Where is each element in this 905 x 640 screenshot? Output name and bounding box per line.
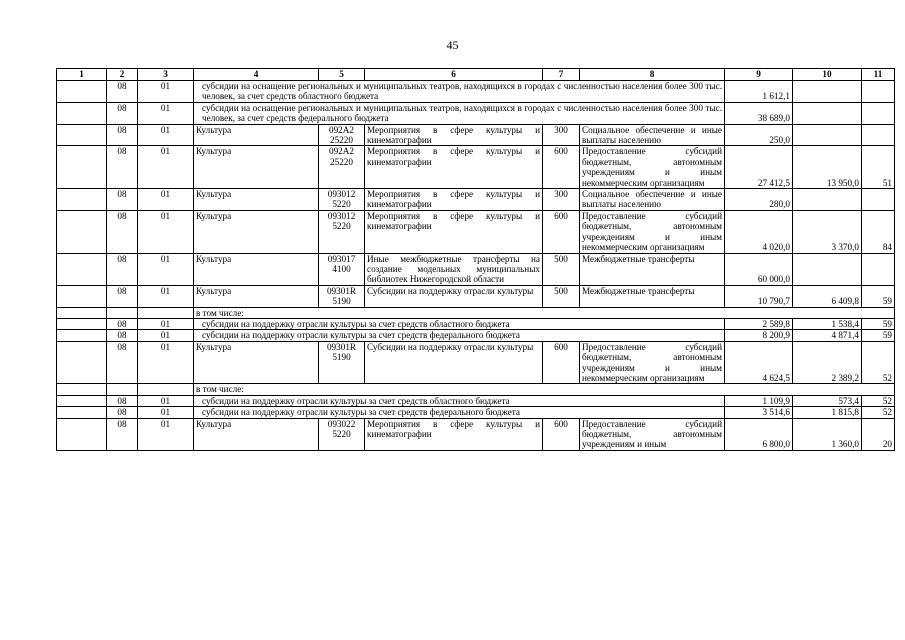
section-code: 08 [107,189,138,211]
value-col11: 59 [862,318,895,329]
table-row [57,81,895,103]
value-col11: 52 [862,341,895,384]
subsection-code: 01 [138,407,194,418]
empty-cell [57,318,107,329]
article-name: Мероприятия в сфере культуры и кинематографии [365,124,543,146]
value-col10 [793,102,862,124]
value-col10: 1 815,8 [793,407,862,418]
table-row [57,341,895,384]
expense-type-name: Предоставление субсидий бюджетным, автономным учреждениям и иным некоммерческим организациям [580,146,725,189]
article-name: Мероприятия в сфере культуры и кинематографии [365,146,543,189]
budget-table [56,68,895,451]
subsection-code: 01 [138,253,194,285]
section-code: 08 [107,102,138,124]
expense-type-name: Социальное обеспечение и иные выплаты населению [580,189,725,211]
value-col11: 84 [862,210,895,253]
value-col9: 27 412,5 [725,146,793,189]
empty-cell [57,253,107,285]
branch-name: Культура [194,285,319,307]
header-cell: 5 [319,69,365,81]
subsection-code: 01 [138,102,194,124]
empty-cell [57,210,107,253]
value-col9: 1 612,1 [725,81,793,103]
article-name: Иные межбюджетные трансферты на создание модельных муниципальных библиотек Нижегородской области [365,253,543,285]
table-row [57,102,895,124]
article-name: Субсидии на поддержку отрасли культуры [365,285,543,307]
expense-type-code: 600 [543,210,580,253]
note-label: в том числе: [194,384,895,395]
empty-cell [57,285,107,307]
empty-cell [57,124,107,146]
header-cell: 2 [107,69,138,81]
branch-name: Культура [194,418,319,450]
expense-type-name: Межбюджетные трансферты [580,253,725,285]
header-cell: 3 [138,69,194,81]
value-col9: 2 589,8 [725,318,793,329]
value-col11 [862,253,895,285]
section-code: 08 [107,330,138,341]
target-article: 093022 5220 [319,418,365,450]
branch-name: Культура [194,341,319,384]
subsection-code: 01 [138,210,194,253]
subsection-code: 01 [138,124,194,146]
subsection-code: 01 [138,146,194,189]
empty-cell [57,330,107,341]
value-col10 [793,253,862,285]
table-row [57,407,895,418]
table-row [57,124,895,146]
branch-name: Культура [194,124,319,146]
empty-cell [57,307,107,318]
empty-cell [57,146,107,189]
value-col10: 573,4 [793,395,862,406]
expense-type-name: Социальное обеспечение и иные выплаты населению [580,124,725,146]
row-description: субсидии на поддержку отрасли культуры за счет средств федерального бюджета [194,407,725,418]
empty-cell [57,341,107,384]
value-col9: 10 790,7 [725,285,793,307]
subsection-code: 01 [138,418,194,450]
value-col11 [862,102,895,124]
value-col10: 4 871,4 [793,330,862,341]
table-row [57,189,895,211]
article-name: Мероприятия в сфере культуры и кинематографии [365,210,543,253]
value-col9: 280,0 [725,189,793,211]
expense-type-name: Предоставление субсидий бюджетным, автономным учреждениям и иным некоммерческим организациям [580,210,725,253]
section-code: 08 [107,81,138,103]
value-col9: 60 000,0 [725,253,793,285]
target-article: 09301R 5190 [319,341,365,384]
value-col11: 52 [862,407,895,418]
table-row [57,307,895,318]
value-col11 [862,81,895,103]
subsection-code: 01 [138,81,194,103]
value-col10: 2 389,2 [793,341,862,384]
value-col11: 20 [862,418,895,450]
expense-type-name: Межбюджетные трансферты [580,285,725,307]
table-row [57,395,895,406]
table-body [57,81,895,451]
expense-type-code: 600 [543,418,580,450]
header-cell: 4 [194,69,319,81]
header-cell: 11 [862,69,895,81]
section-code: 08 [107,124,138,146]
value-col11: 59 [862,285,895,307]
expense-type-code: 600 [543,341,580,384]
section-code: 08 [107,341,138,384]
empty-cell [57,418,107,450]
section-code: 08 [107,253,138,285]
table-row [57,330,895,341]
expense-type-code: 300 [543,124,580,146]
target-article: 093012 5220 [319,210,365,253]
subsection-code: 01 [138,341,194,384]
value-col11 [862,189,895,211]
empty-cell [57,395,107,406]
subsection-code: 01 [138,285,194,307]
row-description: субсидии на поддержку отрасли культуры за счет средств областного бюджета [194,318,725,329]
expense-type-name: Предоставление субсидий бюджетным, автономным учреждениям и иным [580,418,725,450]
section-code: 08 [107,285,138,307]
target-article: 09301R 5190 [319,285,365,307]
value-col9: 6 800,0 [725,418,793,450]
value-col10 [793,81,862,103]
branch-name: Культура [194,189,319,211]
value-col9: 3 514,6 [725,407,793,418]
value-col11: 52 [862,395,895,406]
section-code: 08 [107,318,138,329]
table-row [57,253,895,285]
expense-type-code: 600 [543,146,580,189]
subsection-code: 01 [138,330,194,341]
row-description: субсидии на поддержку отрасли культуры за счет средств федерального бюджета [194,330,725,341]
table-row [57,210,895,253]
table-row [57,384,895,395]
branch-name: Культура [194,210,319,253]
expense-type-code: 500 [543,285,580,307]
header-cell: 7 [543,69,580,81]
target-article: 093012 5220 [319,189,365,211]
empty-cell [57,81,107,103]
empty-cell [138,307,194,318]
branch-name: Культура [194,146,319,189]
value-col10: 13 950,0 [793,146,862,189]
value-col9: 4 624,5 [725,341,793,384]
table-row [57,418,895,450]
header-cell: 6 [365,69,543,81]
article-name: Мероприятия в сфере культуры и кинематографии [365,418,543,450]
empty-cell [57,384,107,395]
value-col11: 59 [862,330,895,341]
header-cell: 1 [57,69,107,81]
value-col10: 1 538,4 [793,318,862,329]
target-article: 092А2 25220 [319,124,365,146]
section-code: 08 [107,395,138,406]
value-col10: 1 360,0 [793,418,862,450]
header-cell: 8 [580,69,725,81]
header-cell: 9 [725,69,793,81]
target-article: 093017 4100 [319,253,365,285]
empty-cell [57,189,107,211]
value-col10 [793,189,862,211]
table-row [57,318,895,329]
value-col9: 4 020,0 [725,210,793,253]
article-name: Субсидии на поддержку отрасли культуры [365,341,543,384]
section-code: 08 [107,210,138,253]
branch-name: Культура [194,253,319,285]
value-col11: 51 [862,146,895,189]
article-name: Мероприятия в сфере культуры и кинематографии [365,189,543,211]
subsection-code: 01 [138,395,194,406]
section-code: 08 [107,146,138,189]
expense-type-code: 500 [543,253,580,285]
header-cell: 10 [793,69,862,81]
table-row [57,146,895,189]
value-col9: 250,0 [725,124,793,146]
value-col10: 3 370,0 [793,210,862,253]
row-description: субсидии на поддержку отрасли культуры за счет средств областного бюджета [194,395,725,406]
empty-cell [107,307,138,318]
empty-cell [57,102,107,124]
subsection-code: 01 [138,189,194,211]
page-number: 45 [446,38,459,52]
value-col10: 6 409,8 [793,285,862,307]
value-col10 [793,124,862,146]
row-description: субсидии на оснащение региональных и муниципальных театров, находящихся в городах с численностью населения более 300 тыс. человек, за счет средств областного бюджета [194,81,725,103]
target-article: 092А2 25220 [319,146,365,189]
header-row [57,69,895,81]
value-col11 [862,124,895,146]
section-code: 08 [107,418,138,450]
expense-type-code: 300 [543,189,580,211]
note-label: в том числе: [194,307,895,318]
expense-type-name: Предоставление субсидий бюджетным, автономным учреждениям и иным некоммерческим организациям [580,341,725,384]
section-code: 08 [107,407,138,418]
table-row [57,285,895,307]
value-col9: 38 689,0 [725,102,793,124]
empty-cell [107,384,138,395]
empty-cell [138,384,194,395]
row-description: субсидии на оснащение региональных и муниципальных театров, находящихся в городах с численностью населения более 300 тыс. человек, за счет средств федерального бюджета [194,102,725,124]
empty-cell [57,407,107,418]
value-col9: 1 109,9 [725,395,793,406]
value-col9: 8 200,9 [725,330,793,341]
subsection-code: 01 [138,318,194,329]
